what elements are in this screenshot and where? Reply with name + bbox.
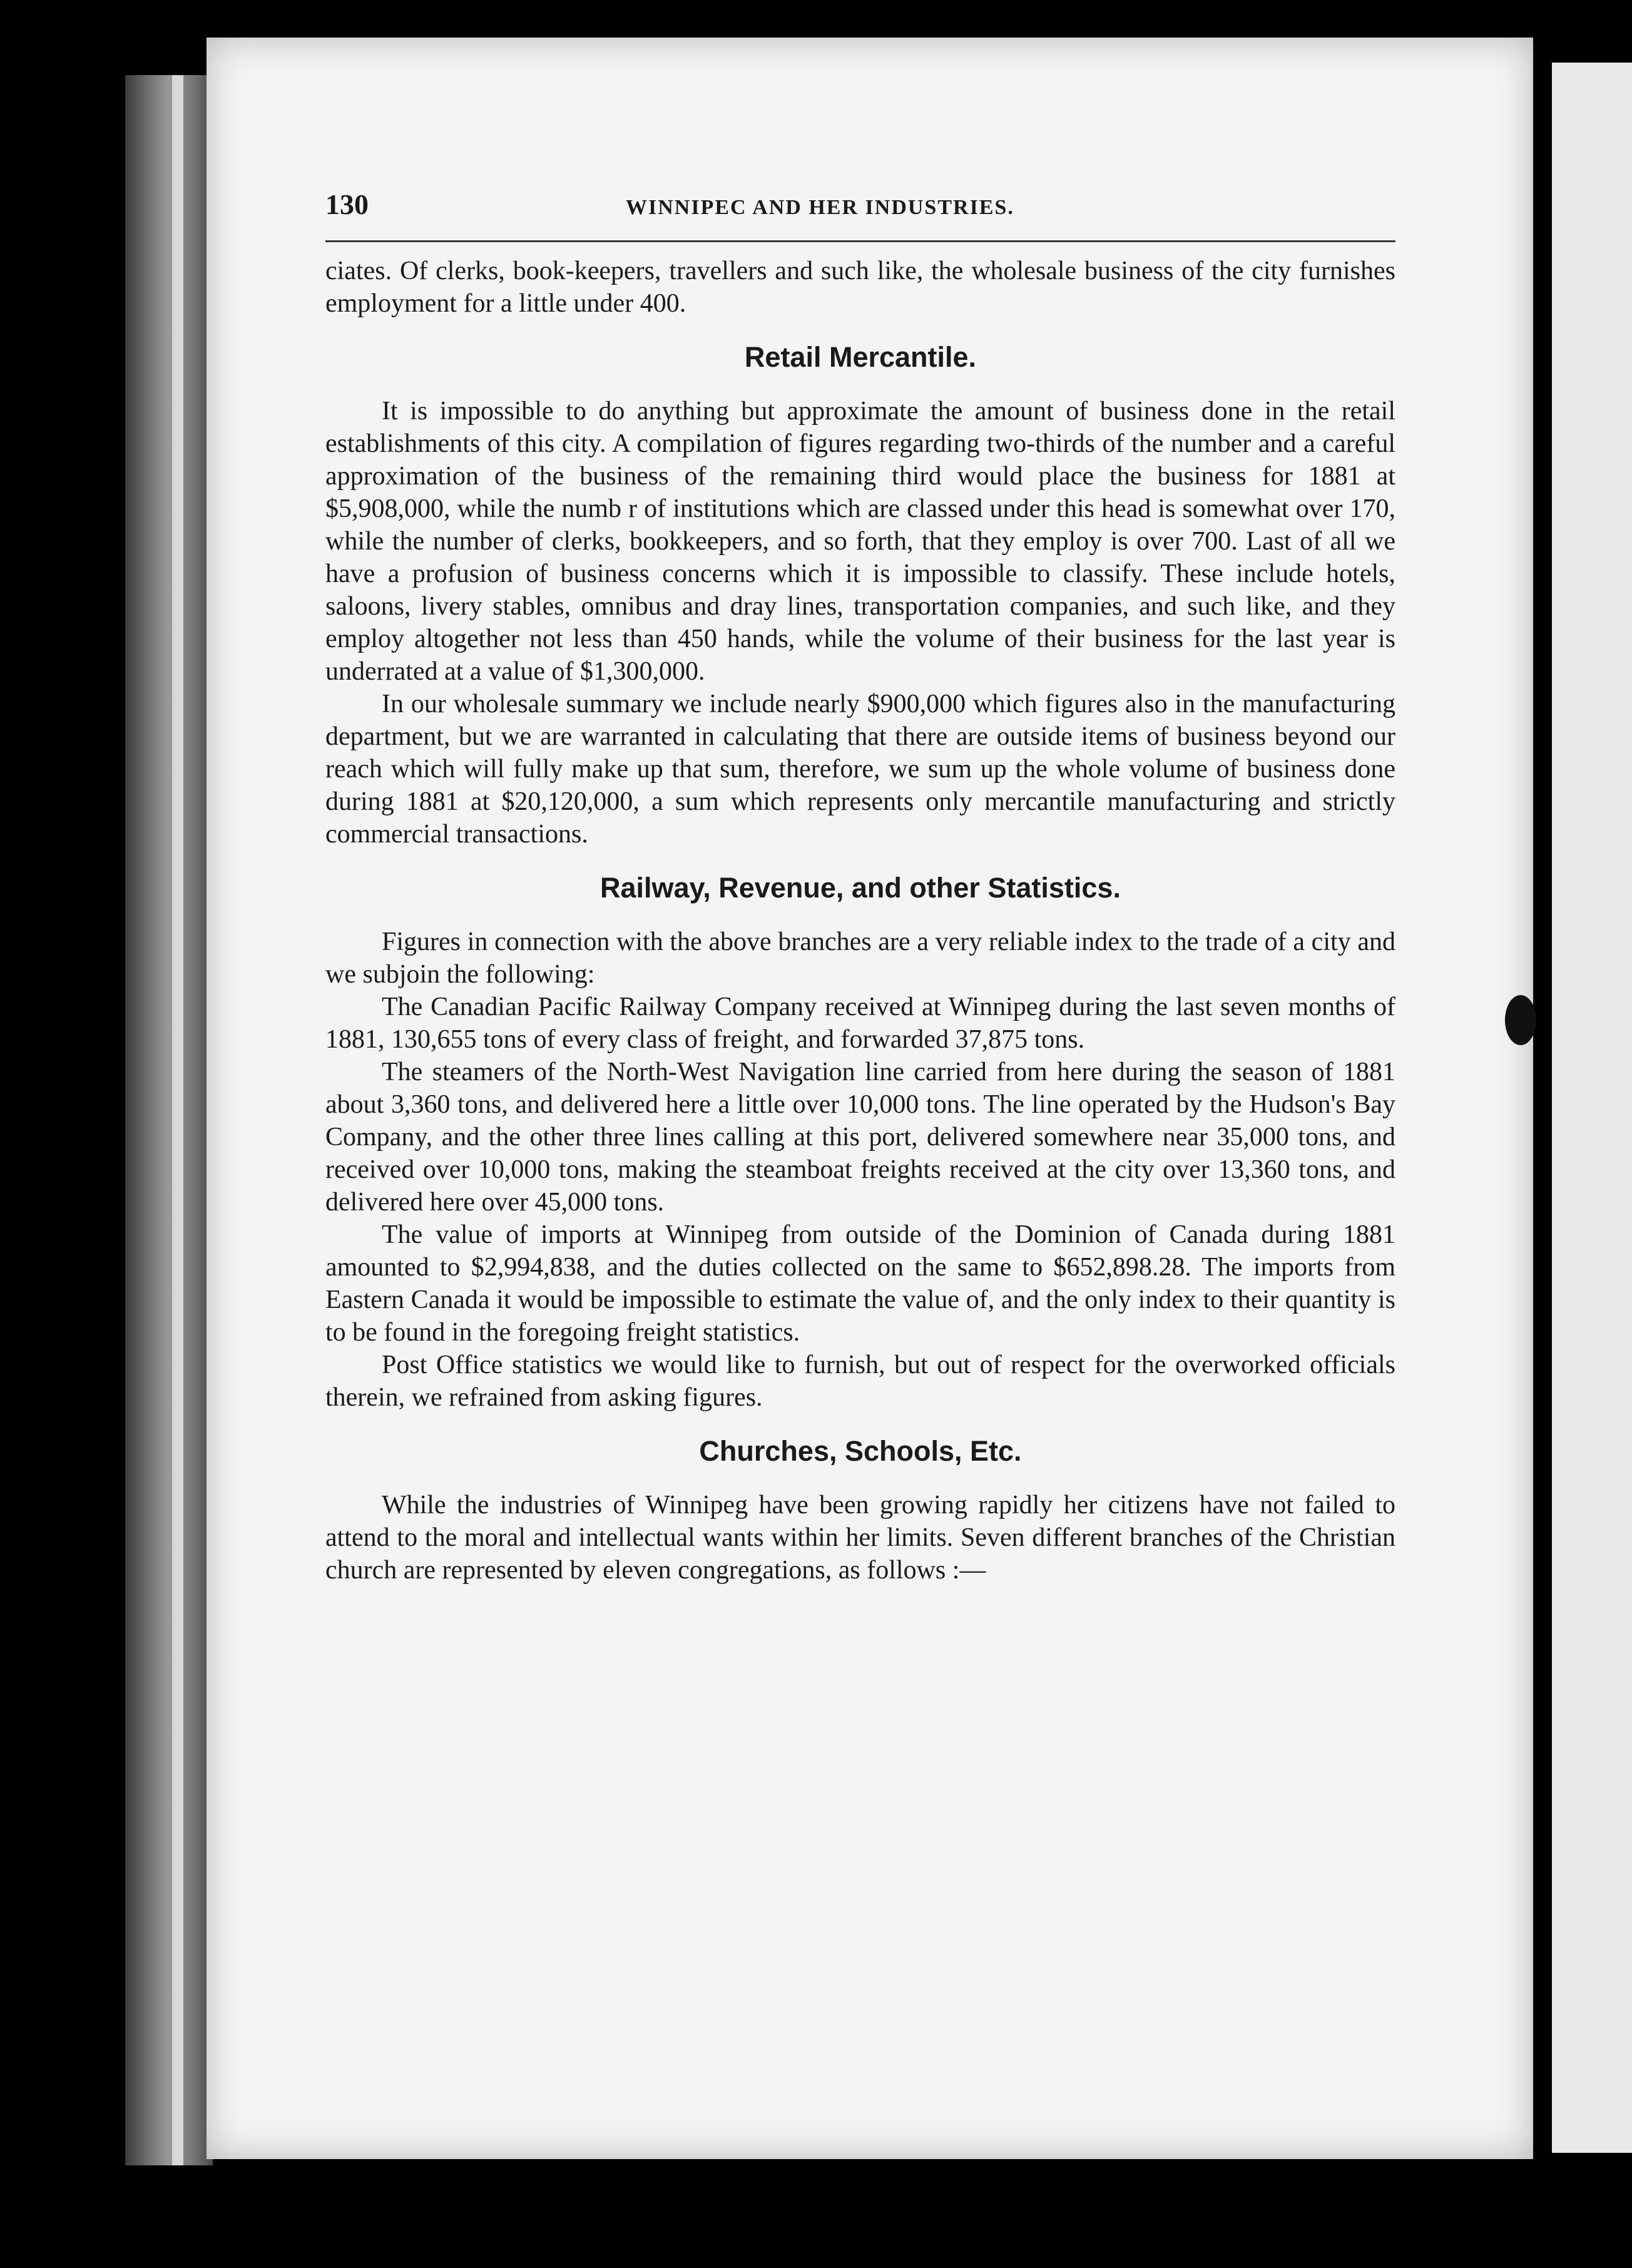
book-spine <box>125 75 213 2165</box>
facing-page <box>1552 63 1632 2153</box>
paragraph: While the industries of Winnipeg have been growing rapidly her citizens have not failed to attend to the moral and intellectual wants within her limits. Seven different branches of the Christian church are represented by eleven congregations, as follows :— <box>325 1491 1395 1585</box>
section-heading: Churches, Schools, Etc. <box>699 1435 1022 1467</box>
paragraph: ciates. Of clerks, book-keepers, travellers and such like, the wholesale business of the city furnishes employment for a little under 400. <box>325 257 1395 318</box>
paragraph: Figures in connection with the above branches are a very reliable index to the trade of a city and we subjoin the following: <box>325 927 1395 989</box>
section-heading: Railway, Revenue, and other Statistics. <box>600 872 1121 904</box>
paragraph: The steamers of the North-West Navigation line carried from here during the season of 1881 about 3,360 tons, and delivered here a little over 10,000 tons. The line operated by the Hudson's Bay Company, and the other three lines calling at this port, delivered somewhere near 35,000 tons, and received over 10,000 tons, making the steamboat freights received at the city over 13,360 tons, and delivered here over 45,000 tons. <box>325 1058 1395 1217</box>
paragraph: It is impossible to do anything but approximate the amount of business done in the retail establishments of this city. A compilation of figures regarding two-thirds of the number and a careful approximation of the business of the remaining third would place the business for 1881 at $5,908,000, while the numb r of institutions which are classed under this head is somewhat over 170, while the number of clerks, bookkeepers, and so forth, that they employ is over 700. Last of all we have a profusion of business concerns which it is impossible to classify. These include hotels, saloons, livery stables, omnibus and dray lines, transportation companies, and such like, and they employ altogether not less than 450 hands, while the volume of their business for the last year is underrated at a value of $1,300,000. <box>325 397 1395 686</box>
header-rule <box>325 240 1395 242</box>
running-header <box>325 188 1395 232</box>
spine-edge <box>172 75 183 2165</box>
running-title: WINNIPEC AND HER INDUSTRIES. <box>626 196 1014 219</box>
ink-blot <box>1505 995 1536 1045</box>
page-content <box>325 188 1395 1586</box>
paragraph: The Canadian Pacific Railway Company received at Winnipeg during the last seven months of 1881, 130,655 tons of every class of freight, and forwarded 37,875 tons. <box>325 993 1395 1054</box>
paragraph: Post Office statistics we would like to furnish, but out of respect for the overworked officials therein, we refrained from asking figures. <box>325 1351 1395 1412</box>
paragraph: In our wholesale summary we include nearly $900,000 which figures also in the manufacturing department, but we are warranted in calculating that there are outside items of business beyond our reach which will fully make up that sum, therefore, we sum up the whole volume of business done during 1881 at $20,120,000, a sum which represents only mercantile manufacturing and strictly commercial transactions. <box>325 690 1395 849</box>
page-number: 130 <box>325 188 369 220</box>
section-heading: Retail Mercantile. <box>744 341 977 373</box>
paragraph: The value of imports at Winnipeg from outside of the Dominion of Canada during 1881 amounted to $2,994,838, and the duties collected on the same to $652,898.28. The imports from Eastern Canada it would be impossible to estimate the value of, and the only index to their quantity is to be found in the foregoing freight statistics. <box>325 1220 1395 1347</box>
